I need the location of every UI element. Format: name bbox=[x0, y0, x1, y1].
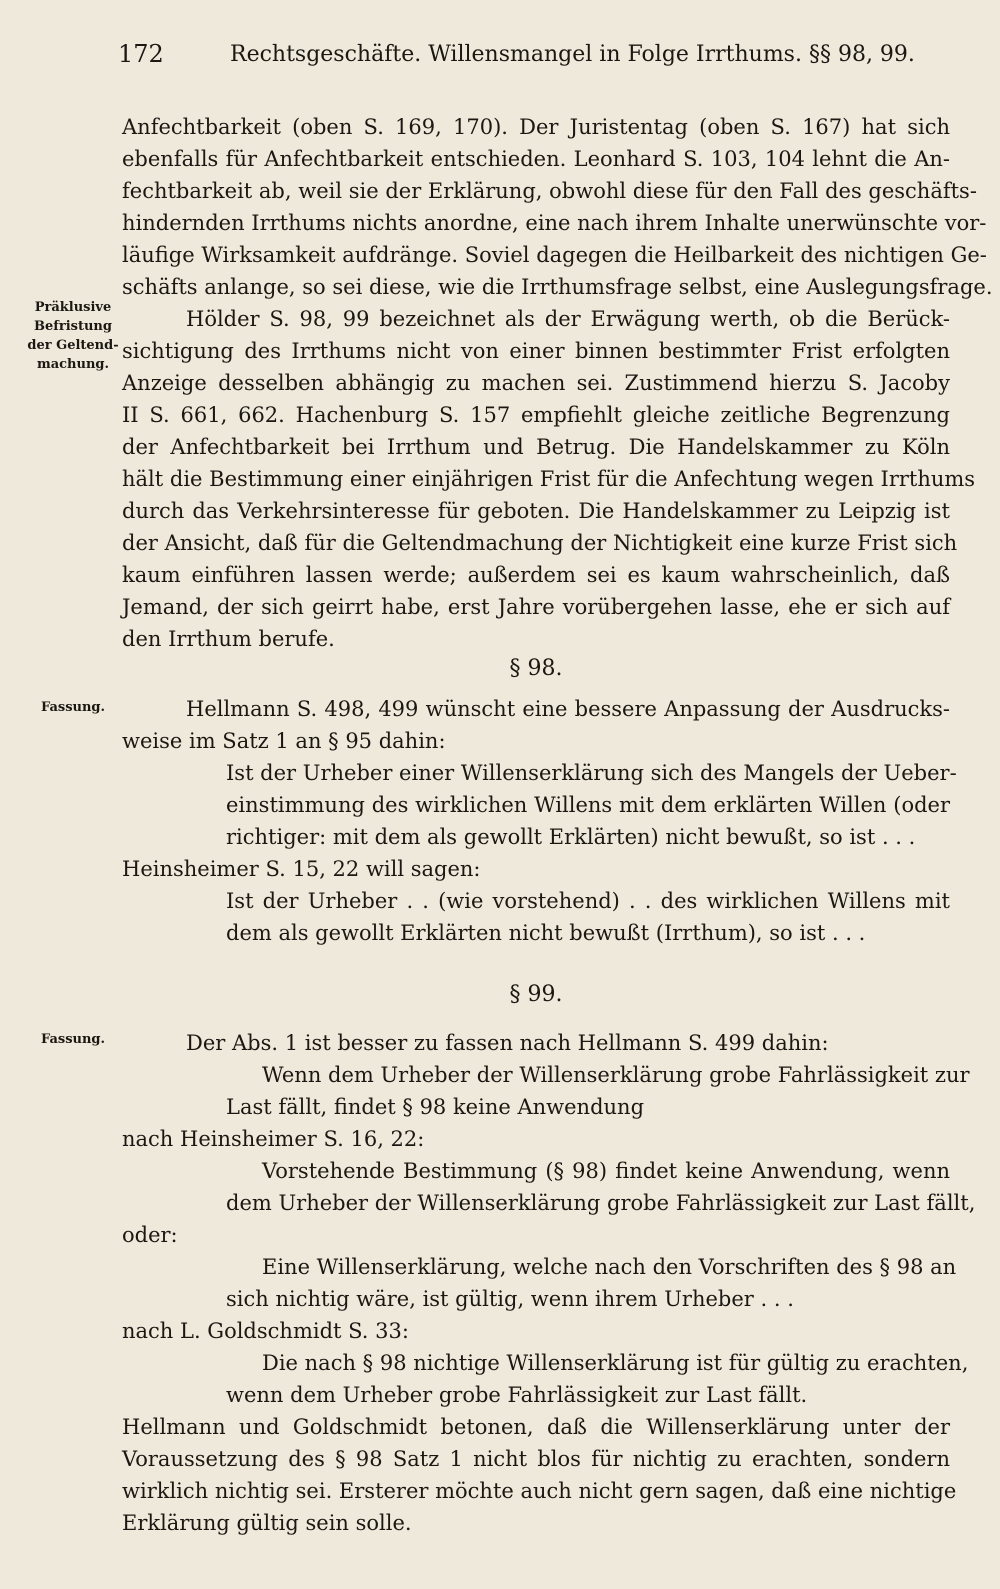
running-title: Rechtsgeschäfte. Willensmangel in Folge Irrthums. §§ 98, 99. bbox=[230, 42, 915, 67]
text-line: fechtbarkeit ab, weil sie der Erklärung, obwohl diese für den Fall des geschäfts- bbox=[122, 179, 977, 203]
section-heading-99: § 99. bbox=[509, 982, 563, 1007]
quote-line: sich nichtig wäre, ist gültig, wenn ihrem Urheber . . . bbox=[226, 1287, 794, 1311]
text-line: Jemand, der sich geirrt habe, erst Jahre vorübergehen lasse, ehe er sich auf bbox=[122, 595, 950, 619]
margin-note-line: der Geltend- bbox=[27, 338, 119, 353]
text-line: Hellmann und Goldschmidt betonen, daß die Willenserklärung unter der bbox=[122, 1415, 950, 1439]
text-line: der Anfechtbarkeit bei Irrthum und Betrug. Die Handelskammer zu Köln bbox=[122, 435, 950, 459]
section-heading-98: § 98. bbox=[509, 656, 563, 681]
quote-line: Last fällt, findet § 98 keine Anwendung bbox=[226, 1095, 645, 1119]
text-line: oder: bbox=[122, 1223, 178, 1247]
text-line: den Irrthum berufe. bbox=[122, 627, 335, 651]
text-line: ebenfalls für Anfechtbarkeit entschieden. Leonhard S. 103, 104 lehnt die An- bbox=[122, 147, 950, 171]
margin-note-fassung-98: Fassung. bbox=[40, 700, 106, 715]
running-header bbox=[118, 40, 915, 80]
margin-note-line: Präklusive bbox=[34, 300, 112, 315]
margin-note-line: Befristung bbox=[34, 319, 112, 334]
text-line: kaum einführen lassen werde; außerdem sei es kaum wahrscheinlich, daß bbox=[122, 563, 950, 587]
margin-note-line: machung. bbox=[36, 357, 110, 372]
quote-line: Eine Willenserklärung, welche nach den Vorschriften des § 98 an bbox=[262, 1255, 957, 1279]
margin-note-praeklusive bbox=[18, 298, 128, 374]
text-line: Hölder S. 98, 99 bezeichnet als der Erwägung werth, ob die Berück- bbox=[186, 307, 950, 331]
quote-line: Ist der Urheber einer Willenserklärung sich des Mangels der Ueber- bbox=[226, 761, 957, 785]
text-line: Anzeige desselben abhängig zu machen sei. Zustimmend hierzu S. Jacoby bbox=[122, 371, 950, 395]
quote-line: Die nach § 98 nichtige Willenserklärung ist für gültig zu erachten, bbox=[262, 1351, 969, 1375]
quote-line: dem Urheber der Willenserklärung grobe Fahrlässigkeit zur Last fällt, bbox=[226, 1191, 976, 1215]
quote-line: Wenn dem Urheber der Willenserklärung grobe Fahrlässigkeit zur bbox=[262, 1063, 970, 1087]
margin-note-fassung-99: Fassung. bbox=[40, 1032, 106, 1047]
text-line: durch das Verkehrsinteresse für geboten. Die Handelskammer zu Leipzig ist bbox=[122, 499, 950, 523]
text-line: läufige Wirksamkeit aufdränge. Soviel dagegen die Heilbarkeit des nichtigen Ge- bbox=[122, 243, 987, 267]
text-line: nach Heinsheimer S. 16, 22: bbox=[122, 1127, 425, 1151]
quote-line: Ist der Urheber . . (wie vorstehend) . . des wirklichen Willens mit bbox=[226, 889, 950, 913]
quote-line: richtiger: mit dem als gewollt Erklärten) nicht bewußt, so ist . . . bbox=[226, 825, 916, 849]
quote-line: Vorstehende Bestimmung (§ 98) findet keine Anwendung, wenn bbox=[262, 1159, 950, 1183]
text-line: weise im Satz 1 an § 95 dahin: bbox=[122, 729, 446, 753]
text-line: wirklich nichtig sei. Ersterer möchte auch nicht gern sagen, daß eine nichtige bbox=[122, 1479, 957, 1503]
text-line: der Ansicht, daß für die Geltendmachung der Nichtigkeit eine kurze Frist sich bbox=[122, 531, 958, 555]
quote-line: dem als gewollt Erklärten nicht bewußt (Irrthum), so ist . . . bbox=[226, 921, 866, 945]
text-line: nach L. Goldschmidt S. 33: bbox=[122, 1319, 409, 1343]
page-number: 172 bbox=[118, 40, 164, 68]
text-line: Heinsheimer S. 15, 22 will sagen: bbox=[122, 857, 481, 881]
quote-line: einstimmung des wirklichen Willens mit dem erklärten Willen (oder bbox=[226, 793, 950, 817]
text-line: Voraussetzung des § 98 Satz 1 nicht blos für nichtig zu erachten, sondern bbox=[122, 1447, 950, 1471]
text-line: Erklärung gültig sein solle. bbox=[122, 1511, 412, 1535]
text-line: Anfechtbarkeit (oben S. 169, 170). Der Juristentag (oben S. 167) hat sich bbox=[122, 115, 950, 139]
text-line: hindernden Irrthums nichts anordne, eine nach ihrem Inhalte unerwünschte vor- bbox=[122, 211, 987, 235]
text-line: schäfts anlange, so sei diese, wie die Irrthumsfrage selbst, eine Auslegungsfrage. bbox=[122, 275, 993, 299]
text-line: II S. 661, 662. Hachenburg S. 157 empfiehlt gleiche zeitliche Begrenzung bbox=[122, 403, 950, 427]
text-line: Der Abs. 1 ist besser zu fassen nach Hellmann S. 499 dahin: bbox=[186, 1031, 829, 1055]
text-line: sichtigung des Irrthums nicht von einer binnen bestimmter Frist erfolgten bbox=[122, 339, 950, 363]
quote-line: wenn dem Urheber grobe Fahrlässigkeit zur Last fällt. bbox=[226, 1383, 808, 1407]
text-line: Hellmann S. 498, 499 wünscht eine bessere Anpassung der Ausdrucks- bbox=[186, 697, 950, 721]
text-line: hält die Bestimmung einer einjährigen Frist für die Anfechtung wegen Irrthums bbox=[122, 467, 976, 491]
